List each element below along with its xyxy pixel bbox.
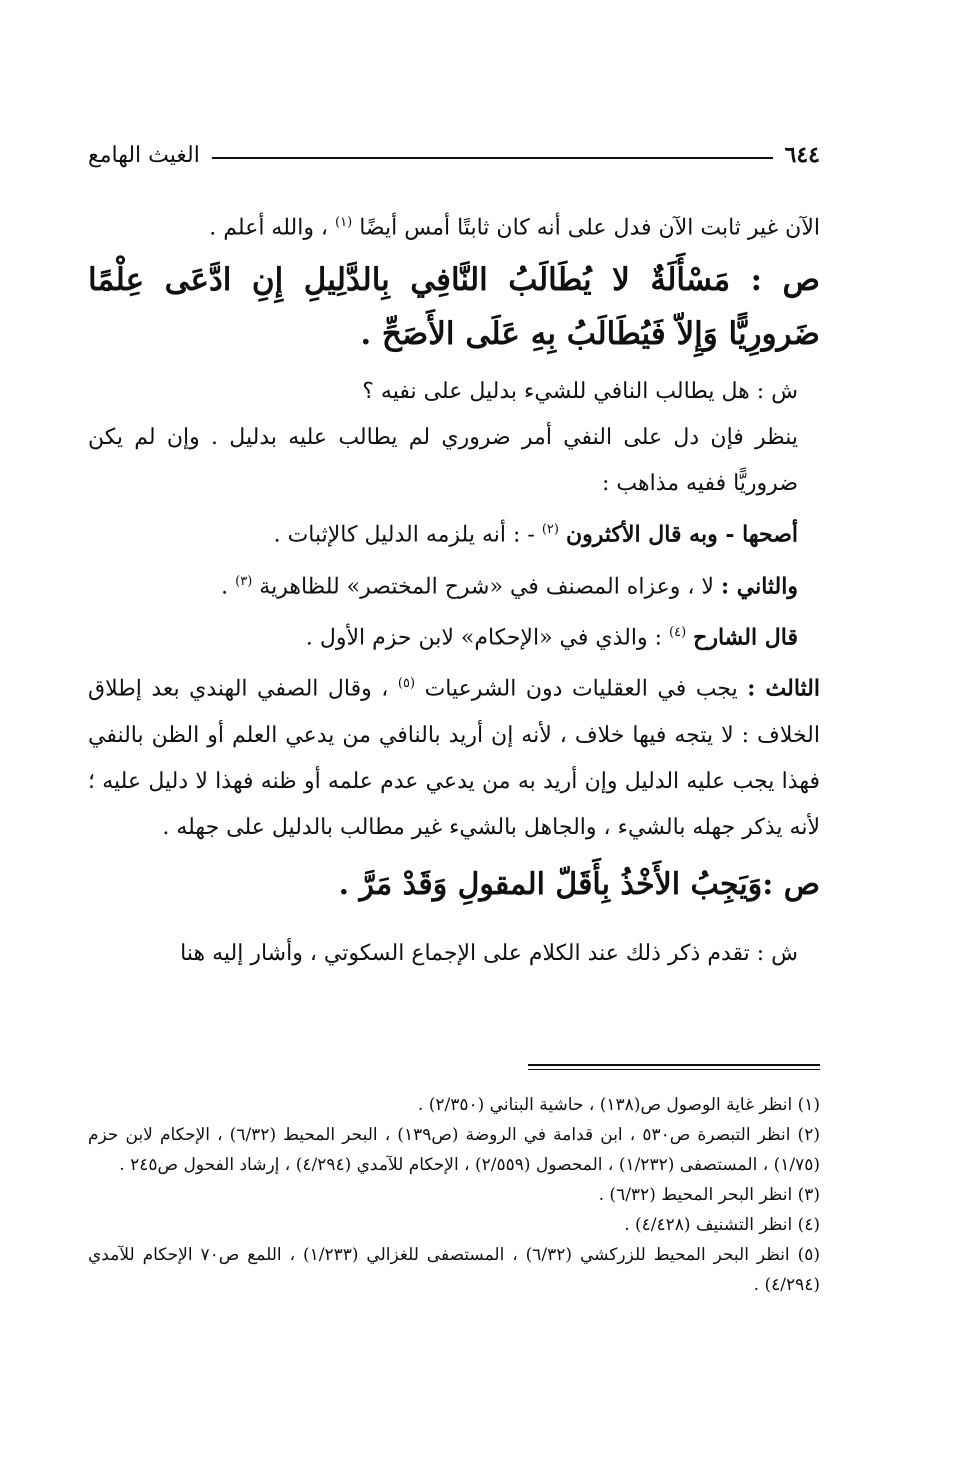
footnote: (١) انظر غاية الوصول ص(١٣٨) ، حاشية البناني (٢/٣٥٠) .	[417, 1095, 820, 1115]
question: ش : هل يطالب النافي للشيء بدليل على نفيه ؟	[362, 379, 798, 405]
opinion-label: قال الشارح	[693, 624, 798, 651]
footnote-ref: (٢)	[541, 522, 559, 538]
footnote-ref: (٥)	[397, 676, 416, 692]
paragraph-continuation	[88, 200, 820, 251]
opinion-text: : والذي في «الإحكام» لابن حزم الأول .	[305, 625, 663, 651]
text: ، والله أعلم .	[209, 215, 329, 241]
commentator-note	[88, 610, 820, 661]
footnote: (٥) انظر البحر المحيط للزركشي (٦/٣٢) ، المستصفى للغزالي (١/٢٣٣) ، اللمع ص٧٠ الإحكام للآمدي (٤/٢٩٤) .	[88, 1245, 820, 1295]
opinion-first	[88, 507, 820, 558]
opinion-third	[88, 661, 820, 850]
footnote: (٣) انظر البحر المحيط (٦/٣٢) .	[598, 1185, 820, 1205]
opinion-label: أصحها - وبه قال الأكثرون	[565, 521, 798, 548]
paragraph: ينظر فإن دل على النفي أمر ضروري لم يطالب عليه بدليل . وإن لم يكن ضروريًّا ففيه مذاهب :	[88, 425, 798, 497]
page-header	[88, 138, 820, 172]
text: الآن غير ثابت الآن فدل على أنه كان ثابتًا أمس أيضًا	[359, 215, 820, 241]
footnotes	[88, 1090, 820, 1300]
opinion-text: ، وقال الصفي الهندي بعد إطلاق الخلاف : لا يتجه فيها خلاف ، لأنه إن أريد بالنافي من يدعي العلم أو الظن بالنفي فهذا يجب عليه الدليل وإن أريد به من يدعي عدم علمه أو ظنه فهذا لا دليل عليه ؛ لأنه يذكر جهله بالشيء ، والجاهل بالشيء غير مطالب بالدليل على جهله .	[88, 676, 820, 840]
opinion-label: الثالث :	[747, 675, 820, 702]
page-number: ٦٤٤	[784, 142, 820, 168]
main-text	[88, 200, 820, 977]
footnote: (٢) انظر التبصرة ص٥٣٠ ، ابن قدامة في الروضة (ص١٣٩) ، البحر المحيط (٦/٣٢) ، الإحكام لابن حزم (١/٧٥) ، المستصفى (١/٢٣٢) ، المحصول (٢/٥٥٩) ، الإحكام للآمدي (٤/٢٩٤) ، إرشاد الفحول ص٢٤٥ .	[88, 1125, 820, 1175]
opinion-second	[88, 559, 820, 610]
book-title: الغيث الهامع	[88, 142, 200, 168]
footnote-ref: (١)	[335, 215, 353, 230]
text: .	[221, 573, 229, 599]
opinion-label: والثاني :	[720, 572, 798, 599]
footnote-ref: (٤)	[669, 624, 687, 640]
header-rule	[212, 157, 773, 159]
paragraph: ش : تقدم ذكر ذلك عند الكلام على الإجماع السكوتي ، وأشار إليه هنا	[180, 940, 798, 966]
opinion-text: يجب في العقليات دون الشرعيات	[424, 676, 738, 702]
footnote: (٤) انظر التشنيف (٤/٤٢٨) .	[624, 1215, 820, 1235]
matn-issue: ص :وَيَجِبُ الأَخْذُ بِأَقَلّ المقولِ وَقَدْ مَرَّ .	[338, 866, 820, 902]
matn-issue: ص : مَسْأَلَةٌ لا يُطَالَبُ النَّافِي بِالدَّلِيلِ إِنِ ادَّعَى عِلْمًا ضَرورِيًّا وَإِلاّ فَيُطَالَبُ بِهِ عَلَى الأَصَحِّ .	[88, 262, 820, 353]
opinion-text: - : أنه يلزمه الدليل كالإثبات .	[273, 522, 535, 548]
footnote-ref: (٣)	[235, 573, 253, 589]
opinion-text: لا ، وعزاه المصنف في «شرح المختصر» للظاهرية	[259, 573, 714, 599]
footnote-separator	[528, 1064, 820, 1070]
